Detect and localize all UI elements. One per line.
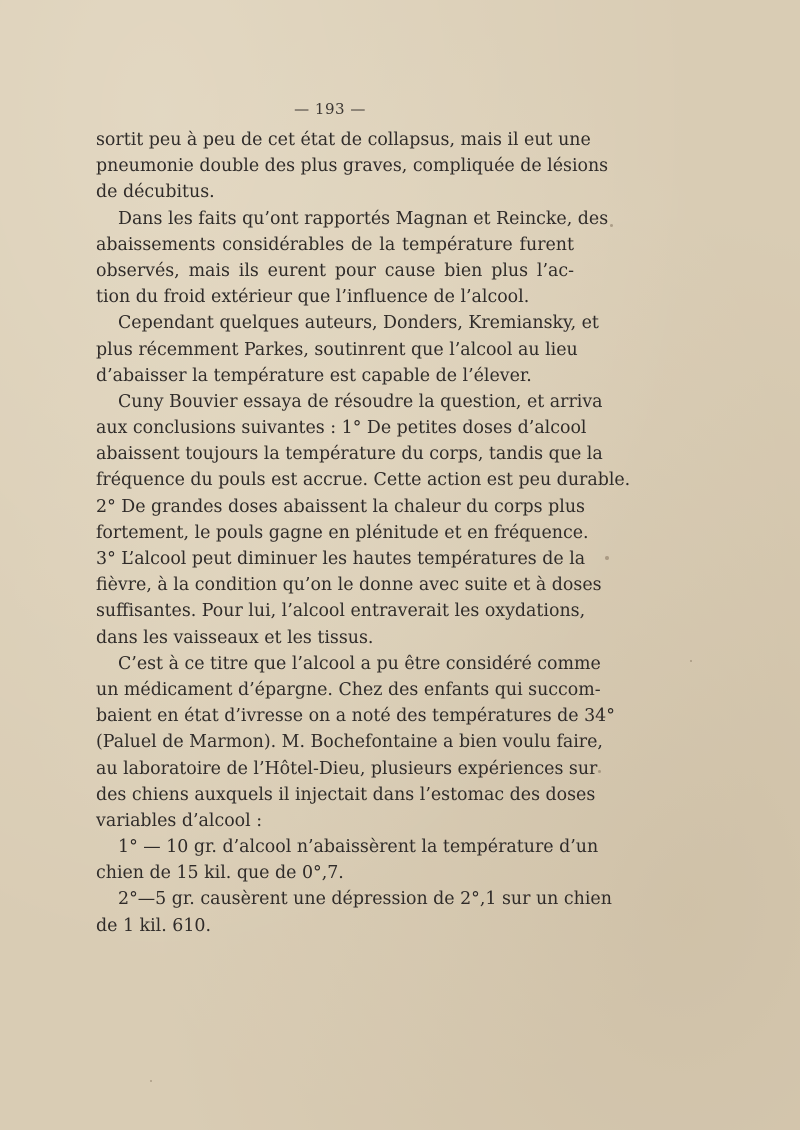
text-line: Dans les faits qu’ont rapportés Magnan et Reincke, des (118, 208, 609, 229)
page-number: — 193 — (294, 100, 366, 118)
text-line: aux conclusions suivantes : 1° De petites doses d’alcool (96, 418, 587, 439)
text-line: baient en état d’ivresse on a noté des températures de 34° (96, 706, 615, 727)
paragraph (96, 127, 609, 206)
paper-speck (150, 1080, 152, 1082)
text-line: 3° L’alcool peut diminuer les hautes températures de la (96, 549, 586, 569)
text-line: plus récemment Parkes, soutinrent que l’alcool au lieu (96, 339, 578, 360)
text-line: fortement, le pouls gagne en plénitude et en fréquence. (96, 522, 589, 543)
text-line: sortit peu à peu de cet état de collapsus, mais il eut une (96, 130, 591, 150)
paragraph (96, 651, 615, 834)
text-line: (Paluel de Marmon). M. Bochefontaine a bien voulu faire, (96, 732, 603, 753)
paper-speck (690, 660, 692, 662)
paragraph (96, 886, 612, 938)
body-text (96, 127, 631, 939)
paragraph (96, 389, 631, 651)
text-line: au laboratoire de l’Hôtel-Dieu, plusieurs expériences sur (96, 758, 598, 779)
text-line: Cependant quelques auteurs, Donders, Kremiansky, et (118, 313, 599, 334)
text-line: des chiens auxquels il injectait dans l’estomac des doses (96, 784, 596, 805)
text-line: chien de 15 kil. que de 0°,7. (96, 863, 344, 884)
paragraph (96, 310, 599, 389)
paper-speck (610, 224, 613, 227)
text-line: abaissements considérables de la température furent (96, 234, 574, 255)
text-line: fièvre, à la condition qu’on le donne avec suite et à doses (96, 575, 602, 596)
paper-speck (598, 770, 601, 773)
text-line: 2° De grandes doses abaissent la chaleur du corps plus (96, 496, 585, 517)
text-line: d’abaisser la température est capable de l’élever. (96, 365, 532, 386)
text-line: tion du froid extérieur que l’influence de l’alcool. (96, 287, 530, 308)
text-line: de 1 kil. 610. (96, 915, 211, 936)
text-line: Cuny Bouvier essaya de résoudre la question, et arriva (118, 391, 603, 412)
text-line: suffisantes. Pour lui, l’alcool entraverait les oxydations, (96, 601, 586, 622)
text-line: de décubitus. (96, 182, 215, 203)
text-line: fréquence du pouls est accrue. Cette action est peu durable. (96, 470, 631, 491)
text-line: abaissent toujours la température du corps, tandis que la (96, 444, 603, 465)
text-line: C’est à ce titre que l’alcool a pu être considéré comme (118, 653, 601, 674)
text-line: variables d’alcool : (96, 810, 263, 831)
text-line: dans les vaisseaux et les tissus. (96, 627, 374, 648)
paper-speck (605, 556, 609, 560)
text-line: observés, mais ils eurent pour cause bien plus l’ac- (96, 260, 574, 281)
text-line: pneumonie double des plus graves, compliquée de lésions (96, 156, 609, 177)
paragraph (96, 206, 609, 311)
text-line: 2°—5 gr. causèrent une dépression de 2°,1 sur un chien (118, 889, 612, 910)
text-line: 1° — 10 gr. d’alcool n’abaissèrent la température d’un (118, 837, 599, 858)
paragraph (96, 834, 599, 886)
text-line: un médicament d’épargne. Chez des enfants qui succom- (96, 679, 601, 700)
